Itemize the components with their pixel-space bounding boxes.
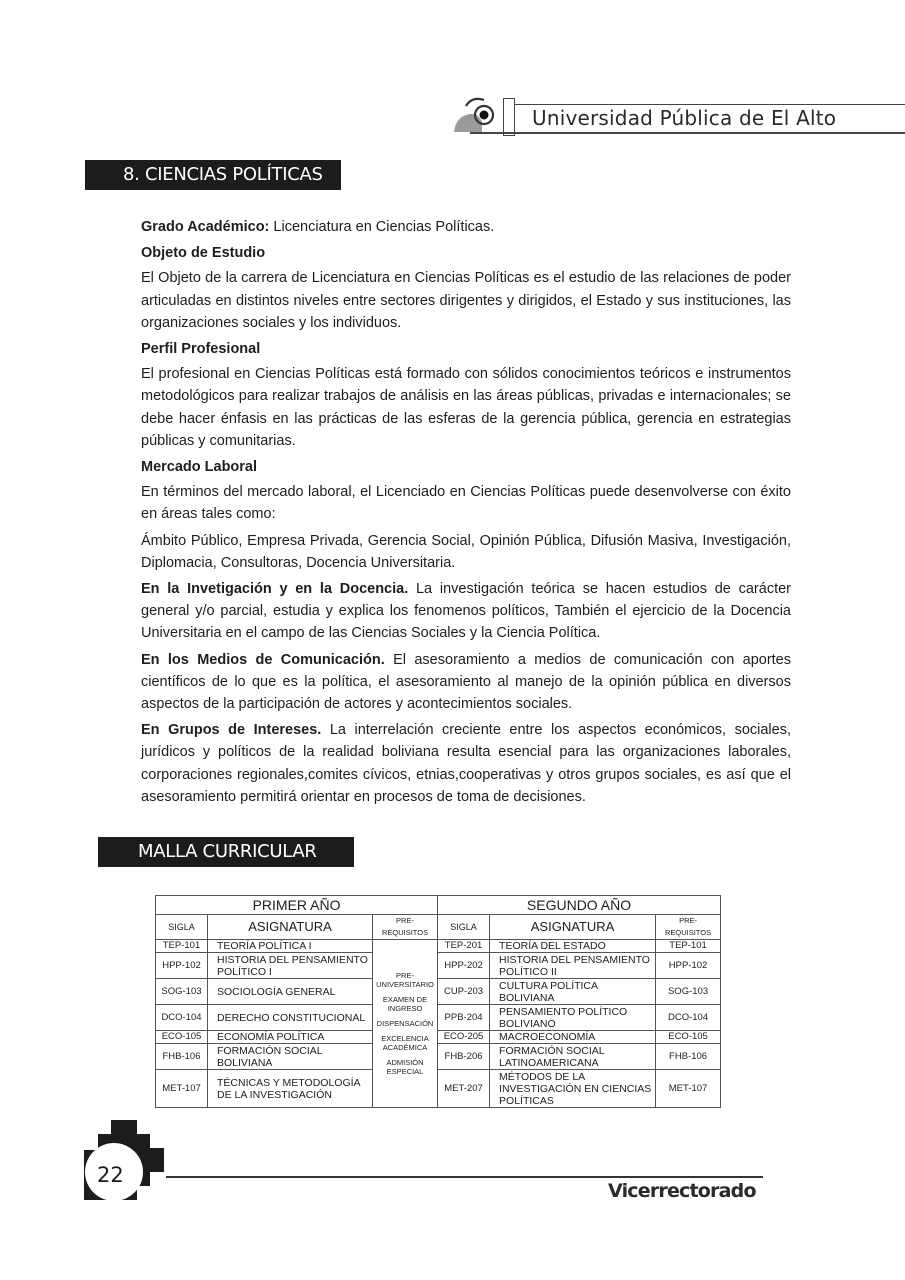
grado-paragraph bbox=[141, 216, 791, 238]
year2-header: SEGUNDO AÑO bbox=[438, 896, 721, 915]
table-row bbox=[156, 979, 721, 1005]
investigacion-label: En la Invetigación y en la Docencia. bbox=[141, 581, 409, 598]
prereq-cell: TEP-101 bbox=[656, 940, 721, 953]
prereq-note: DISPENSACIÓN bbox=[376, 1019, 434, 1028]
sigla-cell: CUP-203 bbox=[438, 979, 490, 1005]
asignatura-cell: HISTORIA DEL PENSAMIENTO POLÍTICO II bbox=[490, 953, 656, 979]
prereq-cell: DCO-104 bbox=[656, 1005, 721, 1031]
sigla-cell: SOG-103 bbox=[156, 979, 208, 1005]
sigla-cell: HPP-202 bbox=[438, 953, 490, 979]
grupos-label: En Grupos de Intereses. bbox=[141, 722, 322, 739]
objeto-text: El Objeto de la carrera de Licenciatura en Ciencias Políticas es el estudio de las relaciones de poder articuladas en distintos niveles entre sectores dirigentes y dirigidos, el Estado y sus instituciones, las organizaciones sociales y los individuos. bbox=[141, 270, 791, 331]
prereq-note: PRE-UNIVERSITARIO bbox=[376, 971, 434, 989]
prereq-note: EXCELENCIA ACADÉMICA bbox=[381, 1034, 429, 1052]
asignatura-cell: FORMACIÓN SOCIAL BOLIVIANA bbox=[208, 1044, 373, 1070]
header-rule bbox=[470, 132, 905, 134]
asignatura-cell: TEORÍA POLÍTICA I bbox=[208, 940, 373, 953]
col-sigla: SIGLA bbox=[438, 915, 490, 940]
mercado-text: En términos del mercado laboral, el Licenciado en Ciencias Políticas puede desenvolverse con éxito en áreas tales como: bbox=[141, 484, 791, 523]
col-prereq: PRE-REQUISITOS bbox=[656, 915, 721, 940]
investigacion-text: La investigación teórica se hacen estudios de carácter general y/o parcial, estudia y explica los fenomenos políticos, También el ejercicio de la Docencia Universitaria en el campo de las Ciencias Sociales y la Ciencia Política. bbox=[141, 581, 791, 642]
medios-text: El asesoramiento a medios de comunicación con aportes científicos de lo que es la política, el asesoramiento al manejo de la opinión pública en diversos aspectos de la participación de actores y acontecimientos sociales. bbox=[141, 651, 791, 713]
header-divider bbox=[503, 98, 515, 136]
mercado-heading: Mercado Laboral bbox=[141, 459, 258, 476]
ambitos-text: Ámbito Público, Empresa Privada, Gerencia Social, Opinión Pública, Difusión Masiva, Investigación, Diplomacia, Consultoras, Docencia Universitaria. bbox=[141, 532, 791, 571]
sigla-cell: TEP-101 bbox=[156, 940, 208, 953]
curriculum-table bbox=[155, 895, 721, 1108]
table-row bbox=[156, 940, 721, 953]
prereq-cell: HPP-102 bbox=[656, 953, 721, 979]
sigla-cell: ECO-105 bbox=[156, 1031, 208, 1044]
vicerrectorado-logo: Vicerrectorado bbox=[608, 1180, 756, 1202]
prereq-notes-cell bbox=[373, 940, 438, 1108]
prereq-cell: ECO-105 bbox=[656, 1031, 721, 1044]
asignatura-cell: PENSAMIENTO POLÍTICO BOLIVIANO bbox=[490, 1005, 656, 1031]
sigla-cell: HPP-102 bbox=[156, 953, 208, 979]
investigacion-paragraph bbox=[141, 578, 791, 645]
asignatura-cell: TÉCNICAS Y METODOLOGÍA DE LA INVESTIGACIÓN bbox=[208, 1070, 373, 1108]
col-asignatura: ASIGNATURA bbox=[208, 915, 373, 940]
asignatura-cell: CULTURA POLÍTICA BOLIVIANA bbox=[490, 979, 656, 1005]
sigla-cell: FHB-106 bbox=[156, 1044, 208, 1070]
col-prereq: PRE-REQUISITOS bbox=[373, 915, 438, 940]
perfil-heading: Perfil Profesional bbox=[141, 341, 261, 358]
asignatura-cell: ECONOMÍA POLÍTICA bbox=[208, 1031, 373, 1044]
medios-paragraph bbox=[141, 649, 791, 716]
section-title: 8. CIENCIAS POLÍTICAS bbox=[85, 160, 341, 190]
grupos-paragraph bbox=[141, 719, 791, 808]
asignatura-cell: MACROECONOMÍA bbox=[490, 1031, 656, 1044]
year1-header: PRIMER AÑO bbox=[156, 896, 438, 915]
prereq-cell: FHB-106 bbox=[656, 1044, 721, 1070]
asignatura-cell: DERECHO CONSTITUCIONAL bbox=[208, 1005, 373, 1031]
prereq-cell: MET-107 bbox=[656, 1070, 721, 1108]
prereq-note: EXAMEN DE INGRESO bbox=[382, 995, 428, 1013]
asignatura-cell: TEORÍA DEL ESTADO bbox=[490, 940, 656, 953]
footer-emblem bbox=[84, 1120, 164, 1205]
perfil-text: El profesional en Ciencias Políticas está formado con sólidos conocimientos teóricos e instrumentos metodológicos para realizar trabajos de análisis en las áreas públicas, privadas e internacionales; se debe hacer énfasis en las prácticas de las esferas de la gerencia pública, gerencia en estrategias públicas y comunitarias. bbox=[141, 366, 791, 449]
asignatura-cell: SOCIOLOGÍA GENERAL bbox=[208, 979, 373, 1005]
table-row bbox=[156, 953, 721, 979]
grado-value: Licenciatura en Ciencias Políticas. bbox=[269, 219, 495, 235]
sigla-cell: FHB-206 bbox=[438, 1044, 490, 1070]
sigla-cell: MET-207 bbox=[438, 1070, 490, 1108]
header-rule-top bbox=[515, 104, 905, 105]
prereq-cell: SOG-103 bbox=[656, 979, 721, 1005]
grupos-text: La interrelación creciente entre los aspectos económicos, sociales, jurídicos y políticos de la realidad boliviana resulta esencial para las organizaciones laborales, corporaciones regionales,comites cívicos, etnias,cooperativas y otros grupos sociales, es así que el asesoramiento permitirá orientar en procesos de toma de decisiones. bbox=[141, 722, 791, 805]
asignatura-cell: HISTORIA DEL PENSAMIENTO POLÍTICO I bbox=[208, 953, 373, 979]
medios-label: En los Medios de Comunicación. bbox=[141, 651, 385, 668]
asignatura-cell: MÉTODOS DE LA INVESTIGACIÓN EN CIENCIAS POLÍTICAS bbox=[490, 1070, 656, 1108]
sigla-cell: DCO-104 bbox=[156, 1005, 208, 1031]
col-sigla: SIGLA bbox=[156, 915, 208, 940]
col-asignatura: ASIGNATURA bbox=[490, 915, 656, 940]
sigla-cell: MET-107 bbox=[156, 1070, 208, 1108]
university-name: Universidad Pública de El Alto bbox=[532, 106, 837, 130]
table-row bbox=[156, 1005, 721, 1031]
table-row bbox=[156, 1070, 721, 1108]
footer-rule bbox=[166, 1176, 763, 1178]
page-number: 22 bbox=[97, 1163, 124, 1187]
table-row bbox=[156, 1044, 721, 1070]
career-description bbox=[141, 216, 791, 812]
asignatura-cell: FORMACIÓN SOCIAL LATINOAMERICANA bbox=[490, 1044, 656, 1070]
prereq-note: ADMISIÓN ESPECIAL bbox=[386, 1058, 424, 1076]
objeto-heading: Objeto de Estudio bbox=[141, 245, 266, 262]
sigla-cell: ECO-205 bbox=[438, 1031, 490, 1044]
sigla-cell: PPB-204 bbox=[438, 1005, 490, 1031]
malla-title: MALLA CURRICULAR bbox=[98, 837, 354, 867]
grado-label: Grado Académico: bbox=[141, 219, 270, 235]
table-row bbox=[156, 1031, 721, 1044]
sigla-cell: TEP-201 bbox=[438, 940, 490, 953]
